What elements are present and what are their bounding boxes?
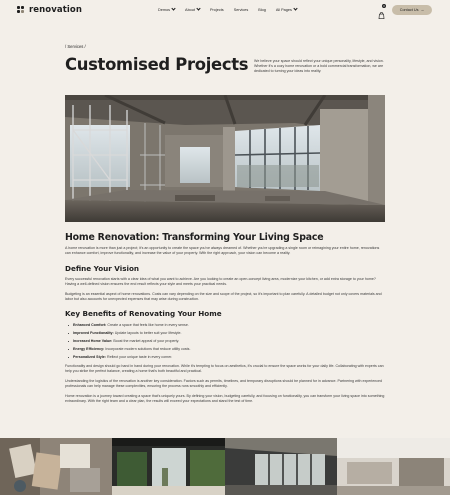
- list-item: Personalized Style: Reflect your unique taste in every corner.: [68, 353, 385, 361]
- chevron-down-icon: [293, 6, 297, 10]
- breadcrumb: / Services /: [65, 44, 86, 49]
- image-gallery: [0, 438, 450, 495]
- chevron-down-icon: [196, 6, 200, 10]
- paragraph-vision: Every successful renovation starts with a clear idea of what you want to achieve. Are you looking to create an open-concept living area, modernize your kitchen, or add extra storage to your home? Having a well-defined vision ensures the end result reflects your style and meets your practical needs.: [65, 277, 376, 286]
- menu-item-services[interactable]: Services: [233, 8, 249, 12]
- menu-item-projects[interactable]: Projects: [209, 8, 224, 12]
- menu-item-blog[interactable]: Blog: [258, 8, 266, 12]
- gallery-image-materials[interactable]: [0, 438, 112, 495]
- list-item: Enhanced Comfort: Create a space that feels like home in every sense.: [68, 321, 385, 329]
- chevron-down-icon: [171, 6, 175, 10]
- hero-image: [65, 95, 385, 222]
- shopping-bag-icon: [378, 12, 385, 19]
- gallery-image-modern-kitchen[interactable]: [337, 438, 450, 495]
- cart-count-badge: 0: [383, 4, 385, 8]
- list-item: Increased Home Value: Boost the market appeal of your property.: [68, 337, 385, 345]
- arrow-right-icon: →: [420, 8, 425, 12]
- brand-logo[interactable]: [17, 5, 82, 15]
- menu-item-all-pages[interactable]: All Pages: [276, 8, 297, 12]
- cart-button[interactable]: [378, 6, 385, 13]
- paragraph-functionality: Functionality and design should go hand in hand during your renovation. While it's tempting to focus on aesthetics, it's crucial to ensure the space works for your daily life. Collaborating with experts can help you strike the perfect balance, creating a home that's both beautiful and practical.: [65, 364, 384, 373]
- list-item: Improved Functionality: Update layouts to better suit your lifestyle.: [68, 329, 385, 337]
- section-heading-home-renovation: Home Renovation: Transforming Your Living Space: [65, 232, 324, 243]
- paragraph-intro: A home renovation is more than just a project; it's an opportunity to create the space you've always dreamed of. Whether you're upgrading a single room or reimagining your entire home, renovations can enhance comfort, improve functionality, and increase the value of your property. With the right approach, your vision can become a reality.: [65, 246, 380, 255]
- main-menu: [158, 8, 297, 12]
- benefits-list: [68, 321, 385, 361]
- menu-item-about[interactable]: About: [185, 8, 200, 12]
- gallery-image-courtyard[interactable]: [112, 438, 225, 495]
- menu-item-demos[interactable]: Demos: [158, 8, 175, 12]
- page-title: Customised Projects: [65, 55, 249, 74]
- gallery-image-glass-facade[interactable]: [225, 438, 337, 495]
- section-heading-define-vision: Define Your Vision: [65, 264, 140, 273]
- top-navbar: [0, 0, 450, 22]
- page-intro: We believe your space should reflect your unique personality, lifestyle, and vision. Whether it's a cozy home renovation or a bold commercial transformation, we are dedicated to turning your ideas into reality.: [254, 59, 384, 73]
- logo-mark-icon: [17, 6, 26, 15]
- paragraph-logistics: Understanding the logistics of the renovation is another key consideration. Factors such as permits, timelines, and temporary disruptions should be planned for in advance. Partnering with experienced professionals can help manage these complexities, ensuring the process runs smoothly and efficiently.: [65, 379, 383, 388]
- section-heading-key-benefits: Key Benefits of Renovating Your Home: [65, 309, 222, 318]
- paragraph-conclusion: Home renovation is a journey toward creating a space that's uniquely yours. By defining your vision, budgeting carefully, and focusing on functionality, you can transform your living space into something extraordinary. With the right team and a clear plan, the results will exceed your expectations and stand the test of time.: [65, 394, 385, 403]
- list-item: Energy Efficiency: Incorporate modern solutions that reduce utility costs.: [68, 345, 385, 353]
- contact-us-button[interactable]: Contact Us →: [392, 5, 432, 15]
- paragraph-budget: Budgeting is an essential aspect of home renovations. Costs can vary depending on the size and scope of the project, so it's important to plan carefully. A detailed budget not only covers materials and labor but also accounts for unexpected expenses that may arise during construction.: [65, 292, 382, 301]
- brand-name: renovation: [29, 5, 82, 15]
- construction-interior-photo: [65, 95, 385, 222]
